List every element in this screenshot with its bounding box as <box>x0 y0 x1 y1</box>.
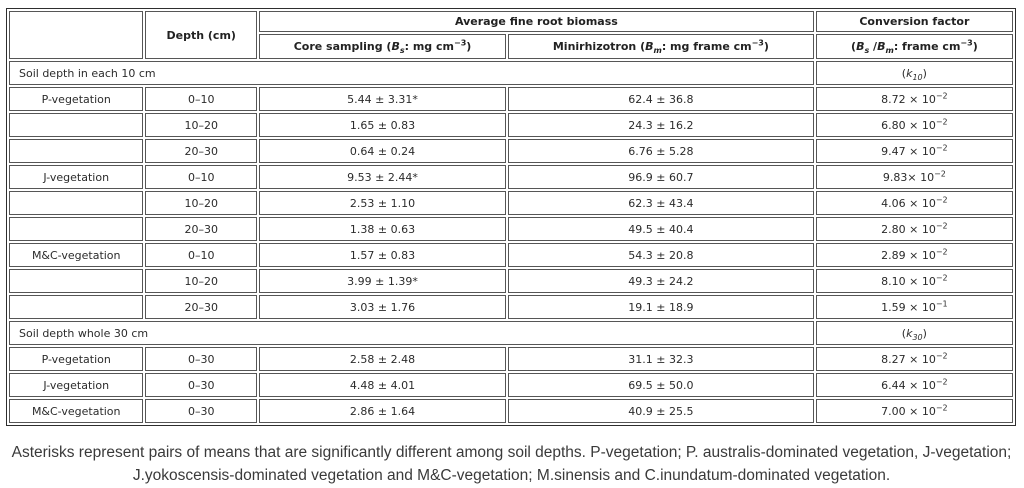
table-row <box>9 165 1013 189</box>
table-row <box>9 87 1013 111</box>
minirhizotron-value-cell: 24.3 ± 16.2 <box>508 113 814 137</box>
section-row <box>9 321 1013 345</box>
section-row <box>9 61 1013 85</box>
core-sampling-value-cell: 5.44 ± 3.31* <box>259 87 506 111</box>
minirhizotron-value-cell: 40.9 ± 25.5 <box>508 399 814 423</box>
section-label-cell: Soil depth whole 30 cm <box>9 321 814 345</box>
conversion-factor-value-cell: $7.00 \times 10^{-2}$ <box>816 399 1013 423</box>
table-row <box>9 295 1013 319</box>
depth-cell: 20–30 <box>145 217 257 241</box>
table-row <box>9 243 1013 267</box>
table-caption: Asterisks represent pairs of means that are significantly different among soil depths. P-vegetation; P. australis-dominated vegetation, J-vegetation; J.yokoscensis-dominated vegetation and M&C-vegetation; M.sinensis and C.inundatum-dominated vegetation. <box>11 444 1012 485</box>
vegetation-cell: P-vegetation <box>9 87 143 111</box>
minirhizotron-value-cell: 62.4 ± 36.8 <box>508 87 814 111</box>
minirhizotron-value-cell: 96.9 ± 60.7 <box>508 165 814 189</box>
conversion-factor-value-cell: $9.83\times 10^{-2}$ <box>816 165 1013 189</box>
minirhizotron-value-cell: 54.3 ± 20.8 <box>508 243 814 267</box>
biomass-group-header-cell: Average fine root biomass <box>259 11 814 32</box>
core-sampling-header-cell: Core sampling ($B_s$: mg $cm^{-3}$) <box>259 34 506 59</box>
vegetation-cell <box>9 191 143 215</box>
conversion-factor-value-cell: $1.59 \times 10^{-1}$ <box>816 295 1013 319</box>
minirhizotron-value-cell: 62.3 ± 43.4 <box>508 191 814 215</box>
minirhizotron-value-cell: 49.3 ± 24.2 <box>508 269 814 293</box>
depth-header-cell: Depth (cm) <box>145 11 257 59</box>
table-row <box>9 269 1013 293</box>
table-row <box>9 373 1013 397</box>
conversion-factor-value-cell: $6.80 \times 10^{-2}$ <box>816 113 1013 137</box>
table-row <box>9 191 1013 215</box>
core-sampling-value-cell: 1.65 ± 0.83 <box>259 113 506 137</box>
corner-empty-cell <box>9 11 143 59</box>
depth-cell: 0–30 <box>145 347 257 371</box>
conversion-factor-value-cell: $9.47 \times 10^{-2}$ <box>816 139 1013 163</box>
depth-cell: 10–20 <box>145 191 257 215</box>
vegetation-cell <box>9 295 143 319</box>
core-sampling-value-cell: 9.53 ± 2.44* <box>259 165 506 189</box>
minirhizotron-value-cell: 6.76 ± 5.28 <box>508 139 814 163</box>
header-row <box>9 11 1013 32</box>
depth-cell: 0–30 <box>145 373 257 397</box>
table-body <box>9 61 1013 423</box>
conversion-factor-value-cell: $6.44 \times 10^{-2}$ <box>816 373 1013 397</box>
conversion-factor-value-cell: $8.27 \times 10^{-2}$ <box>816 347 1013 371</box>
conversion-factor-value-cell: $2.80 \times 10^{-2}$ <box>816 217 1013 241</box>
core-sampling-value-cell: 2.53 ± 1.10 <box>259 191 506 215</box>
table-row <box>9 113 1013 137</box>
vegetation-cell <box>9 269 143 293</box>
depth-cell: 20–30 <box>145 295 257 319</box>
depth-cell: 10–20 <box>145 269 257 293</box>
vegetation-cell <box>9 217 143 241</box>
table-row <box>9 399 1013 423</box>
minirhizotron-value-cell: 69.5 ± 50.0 <box>508 373 814 397</box>
k-constant-cell: $(k_{30})$ <box>816 321 1013 345</box>
table-row <box>9 139 1013 163</box>
vegetation-cell <box>9 113 143 137</box>
table-row <box>9 347 1013 371</box>
core-sampling-value-cell: 3.03 ± 1.76 <box>259 295 506 319</box>
core-sampling-value-cell: 4.48 ± 4.01 <box>259 373 506 397</box>
table-row <box>9 217 1013 241</box>
depth-cell: 0–10 <box>145 243 257 267</box>
depth-cell: 20–30 <box>145 139 257 163</box>
minirhizotron-header-cell: Minirhizotron ($B_m$: mg frame $cm^{-3}$) <box>508 34 814 59</box>
vegetation-cell: J-vegetation <box>9 373 143 397</box>
core-sampling-value-cell: 3.99 ± 1.39* <box>259 269 506 293</box>
depth-cell: 0–30 <box>145 399 257 423</box>
vegetation-cell <box>9 139 143 163</box>
fine-root-biomass-table <box>6 8 1016 426</box>
k-constant-cell: $(k_{10})$ <box>816 61 1013 85</box>
depth-cell: 10–20 <box>145 113 257 137</box>
minirhizotron-value-cell: 49.5 ± 40.4 <box>508 217 814 241</box>
vegetation-cell: M&C-vegetation <box>9 399 143 423</box>
core-sampling-value-cell: 1.57 ± 0.83 <box>259 243 506 267</box>
core-sampling-value-cell: 0.64 ± 0.24 <box>259 139 506 163</box>
table-head <box>9 11 1013 59</box>
minirhizotron-value-cell: 31.1 ± 32.3 <box>508 347 814 371</box>
section-label-cell: Soil depth in each 10 cm <box>9 61 814 85</box>
conversion-factor-value-cell: $8.10 \times 10^{-2}$ <box>816 269 1013 293</box>
core-sampling-value-cell: 2.58 ± 2.48 <box>259 347 506 371</box>
conversion-factor-value-cell: $8.72 \times 10^{-2}$ <box>816 87 1013 111</box>
core-sampling-value-cell: 2.86 ± 1.64 <box>259 399 506 423</box>
vegetation-cell: P-vegetation <box>9 347 143 371</box>
depth-cell: 0–10 <box>145 87 257 111</box>
vegetation-cell: M&C-vegetation <box>9 243 143 267</box>
minirhizotron-value-cell: 19.1 ± 18.9 <box>508 295 814 319</box>
depth-cell: 0–10 <box>145 165 257 189</box>
conversion-factor-value-cell: $2.89 \times 10^{-2}$ <box>816 243 1013 267</box>
conversion-unit-header-cell: ($B_s$ $/B_m$: frame $cm^{-3}$) <box>816 34 1013 59</box>
core-sampling-value-cell: 1.38 ± 0.63 <box>259 217 506 241</box>
vegetation-cell: J-vegetation <box>9 165 143 189</box>
conversion-factor-value-cell: $4.06 \times 10^{-2}$ <box>816 191 1013 215</box>
conversion-header-cell: Conversion factor <box>816 11 1013 32</box>
